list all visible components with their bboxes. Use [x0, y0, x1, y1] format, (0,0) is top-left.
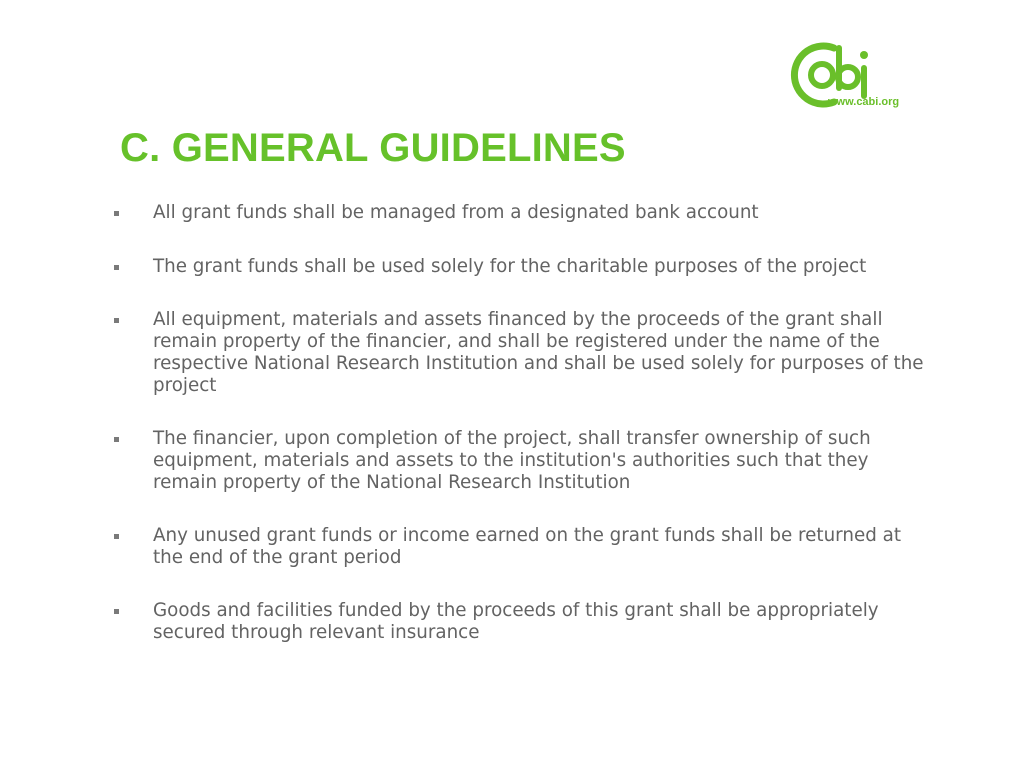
slide-title: C. GENERAL GUIDELINES: [120, 126, 626, 170]
list-item: [110, 525, 930, 569]
bullet-square-icon: [114, 318, 119, 323]
bullet-text: The financier, upon completion of the project, shall transfer ownership of such equipment, materials and assets to the institution's authorities such that they remain property of the National Research Institution: [153, 428, 871, 493]
guidelines-list: [110, 202, 930, 675]
bullet-text: Any unused grant funds or income earned on the grant funds shall be returned at the end of the grant period: [153, 525, 901, 568]
bullet-square-icon: [114, 437, 119, 442]
bullet-square-icon: [114, 609, 119, 614]
list-item: [110, 428, 930, 494]
logo-url-text: www.cabi.org: [828, 96, 900, 108]
bullet-text: All equipment, materials and assets financed by the proceeds of the grant shall remain property of the financier, and shall be registered under the name of the respective National Research Institution and shall be used solely for purposes of the project: [153, 309, 924, 396]
bullet-text: Goods and facilities funded by the proceeds of this grant shall be appropriately secured through relevant insurance: [153, 600, 879, 643]
bullet-square-icon: [114, 534, 119, 539]
bullet-text: The grant funds shall be used solely for the charitable purposes of the project: [153, 256, 867, 277]
list-item: [110, 600, 930, 644]
bullet-square-icon: [114, 211, 119, 216]
bullet-text: All grant funds shall be managed from a designated bank account: [153, 202, 759, 223]
cabi-logo: [790, 38, 920, 116]
bullet-square-icon: [114, 265, 119, 270]
list-item: [110, 309, 930, 397]
list-item: [110, 256, 930, 278]
list-item: [110, 202, 930, 224]
